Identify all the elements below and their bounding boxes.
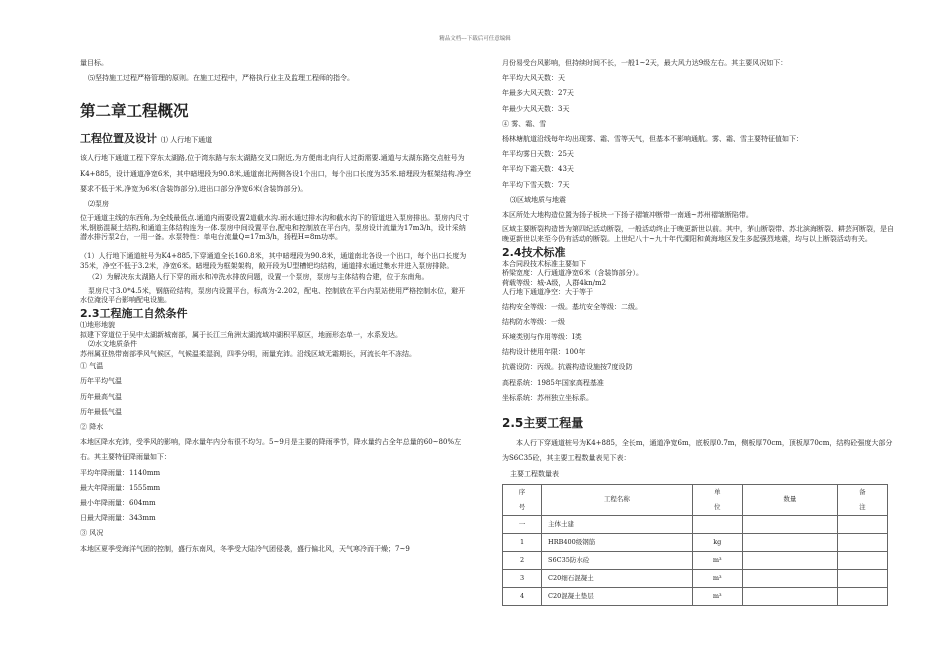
cell-note xyxy=(837,570,887,588)
table-header-row xyxy=(503,484,888,515)
cell-name: S6C35防水砼 xyxy=(542,552,693,570)
cell-qty xyxy=(742,552,837,570)
paragraph: 年平均下霜天数：43天 xyxy=(502,165,574,174)
paragraph: 日最大降雨量：343mm xyxy=(80,514,156,523)
paragraph: 苏州属亚热带南部季风气候区，气候温柔湿润，四季分明，雨量充沛。沿线区域无霜期长，河流长年不冻结。 xyxy=(80,349,416,358)
paragraph: 年最多大风天数：27天 xyxy=(502,89,574,98)
cell-seq: 2 xyxy=(503,552,542,570)
paragraph: 历年最低气温 xyxy=(80,407,122,416)
header-text: 号 xyxy=(518,502,526,511)
left-column xyxy=(80,56,472,557)
header-text: 位 xyxy=(714,502,721,511)
paragraph: 泵房尺寸3.0*4.5米，钢筋砼结构，泵房内设置平台，标高为-2.202，配电、控制放在平台内泵站使用严格控制水位，避开水位淹没平台影响配电设施。 xyxy=(80,286,466,305)
section-title: 2.4技术标准 xyxy=(502,246,566,260)
cell-name: HRB400级钢筋 xyxy=(542,534,693,552)
paragraph: 本地区降水充沛，受季风的影响，降水量年内分布很不均匀。5~9月是主要的降雨季节，降水量约占全年总量的60~80%左右。其主要特征降雨量如下： xyxy=(80,438,462,462)
table-row xyxy=(503,588,888,606)
table-row xyxy=(503,516,888,534)
table-row xyxy=(503,534,888,552)
cell-qty xyxy=(742,570,837,588)
paragraph: 高程系统：1985年国家高程基准 xyxy=(502,378,604,387)
paragraph: ④ 雾、霜、雪 xyxy=(502,119,547,128)
paragraph: 年平均雾日天数：25天 xyxy=(502,150,574,159)
paragraph: 本合同段技术标准主要如下 xyxy=(502,260,586,269)
cell-seq: 4 xyxy=(503,588,542,606)
header-cell-name: 工程名称 xyxy=(542,484,693,515)
header-cell-unit xyxy=(692,484,742,515)
page-header: 精品文档---下载后可任意编辑 xyxy=(439,36,511,42)
cell-name: 主体土建 xyxy=(542,516,693,534)
cell-note xyxy=(837,588,887,606)
paragraph: 荷载等级：城-A级，人群4kn/m2 xyxy=(502,278,607,287)
paragraph: ⑸坚持施工过程严格管理的原则。在施工过程中，严格执行业主及监理工程师的指令。 xyxy=(88,74,354,83)
header-cell-qty: 数量 xyxy=(742,484,837,515)
cell-note xyxy=(837,516,887,534)
paragraph: 最大年降雨量：1555mm xyxy=(80,483,161,492)
header-cell-note xyxy=(837,484,887,515)
paragraph: 平均年降雨量：1140mm xyxy=(80,468,161,477)
paragraph: 环境类别与作用等级：Ⅰ类 xyxy=(502,333,582,342)
cell-unit: kg xyxy=(692,534,742,552)
paragraph: ⑶区域地质与地震 xyxy=(510,195,566,204)
section-title xyxy=(80,132,472,147)
paragraph: ⑵泵房 xyxy=(88,200,109,209)
paragraph: 位于通道主线的东西角,为全线最低点.通道内雨要设置2道截水沟.雨水通过排水沟和截水沟下的管道进入泵房排出。泵房内尺寸米,钢筋混凝土结构,和通道主体结构连为一体.泵房中间设置平台,配电和控制放在平台内，泵房设计流量为17m3/h，设计采纳潜水排污泵2台，一用一备。水泵特性：单电台流量Q=17m3/h，扬程H=8m功率。 xyxy=(80,214,470,242)
paragraph: 抗震设防：丙级。抗震构造设施按7度设防 xyxy=(502,363,633,372)
paragraph: 结构安全等级：一级。基坑安全等级：二级。 xyxy=(502,302,642,311)
cell-unit: m³ xyxy=(692,552,742,570)
paragraph: 本地区夏季受海洋气团的控制，盛行东南风，冬季受大陆冷气团侵袭，盛行偏北风，天气寒冷而干燥；7~9 xyxy=(80,544,410,553)
cell-qty xyxy=(742,516,837,534)
paragraph: 结构防水等级：一级 xyxy=(502,317,565,326)
paragraph: 人行地下通道净空：大于等于 xyxy=(502,288,593,297)
cell-unit xyxy=(692,516,742,534)
cell-qty xyxy=(742,588,837,606)
header-text: 注 xyxy=(859,502,866,511)
paragraph: 年最少大风天数：3天 xyxy=(502,104,570,113)
paragraph: ① 气温 xyxy=(80,362,104,371)
paragraph: 最小年降雨量：604mm xyxy=(80,498,156,507)
cell-note xyxy=(837,534,887,552)
cell-unit: m³ xyxy=(692,570,742,588)
paragraph: 年平均下雪天数：7天 xyxy=(502,180,570,189)
section-title-text: 工程位置及设计 xyxy=(80,132,157,146)
table-row xyxy=(503,570,888,588)
paragraph: 年平均大风天数：天 xyxy=(502,74,565,83)
table-caption: 主要工程数量表 xyxy=(510,469,559,478)
cell-qty xyxy=(742,534,837,552)
paragraph: 本区所处大地构造位置为扬子板块一下扬子褶皱冲断带一南通~苏州褶皱断陷带。 xyxy=(502,211,753,220)
paragraph: ③ 风况 xyxy=(80,529,104,538)
chapter-title: 第二章工程概况 xyxy=(80,102,189,121)
header-cell-seq xyxy=(503,484,542,515)
paragraph: 拟建下穿道位于吴中太湖新城南部，属于长江三角洲太湖流域冲湖积平原区，地面形态单一，水系发达。 xyxy=(80,330,402,339)
table-row xyxy=(503,552,888,570)
header-text: 备 xyxy=(859,487,866,496)
paragraph: 本人行下穿通道桩号为K4+885，全长m，通道净宽6m，底板厚0.7m，侧板厚70cm，顶板厚70cm，结构砼强度大部分为S6C35砼，其主要工程数量表见下表： xyxy=(502,439,893,463)
paragraph: 区域主要断裂构造皆为第四纪活动断裂，一般活动终止于晚更新世以前。其中，茅山断裂带、苏北滨海断裂、耕芸河断裂，是自晚更新世以来至今仍有活动的断裂。上世纪八十~九十年代溧阳和黄海地区发生多起强烈地震，均与以上断裂活动有关。 xyxy=(502,225,894,243)
paragraph: （1）人行地下通道桩号为K4+885,下穿通道全长160.8米，其中暗埋段为90.8米，通道南北各设一个出口，每个出口长度为35米，净空不低于3.2米，净宽6米。暗埋段为框架架构，敞开段为U型槽钯均结构，通道排水通过集水井进入泵房排除。 xyxy=(80,252,467,270)
paragraph: ⑵水文地质条件 xyxy=(88,340,137,349)
section-subtitle: ⑴ 人行地下通道 xyxy=(160,136,213,145)
cell-name: C20混凝土垫层 xyxy=(542,588,693,606)
paragraph: 桥梁宽度：人行通道净宽6米（含装饰部分）。 xyxy=(502,269,643,278)
header-text: 序 xyxy=(518,487,526,496)
paragraph: 历年最高气温 xyxy=(80,392,122,401)
right-column xyxy=(502,56,894,606)
section-title: 2.3工程施工自然条件 xyxy=(80,307,188,321)
paragraph: ② 降水 xyxy=(80,422,104,431)
cell-seq: 1 xyxy=(503,534,542,552)
paragraph: 该人行地下通道工程下穿东太湖路,位于湾东路与东太湖路交叉口附近,为方便南北向行人过街需要.通道与太湖东路交点桩号为K4+885，设计通道净宽6米，其中暗埋段为90.8米,通道南北两侧各设1个出口，每个出口长度为35米.暗埋段为框架结构.净空要求不低于米,净宽为6米(含装饰部分),进出口部分净宽6米(含装饰部分)。 xyxy=(80,154,471,193)
paragraph: （2）为解决东太湖路人行下穿的雨水和冲洗水排放问题，设置一个泵房，泵房与主体结构合建，位于东南角。 xyxy=(88,273,429,282)
cell-unit: m³ xyxy=(692,588,742,606)
paragraph: 量目标。 xyxy=(80,59,108,67)
cell-seq: 一 xyxy=(503,516,542,534)
header-text: 单 xyxy=(714,487,721,496)
paragraph: 历年平均气温 xyxy=(80,377,122,386)
paragraph: 月份易受台风影响，但持续时间不长，一般1~2天，最大风力达9级左右。其主要风况如下： xyxy=(502,59,788,67)
paragraph: 坐标系统：苏州独立坐标系。 xyxy=(502,393,593,402)
quantity-table xyxy=(502,484,888,606)
paragraph: ⑴地形地貌 xyxy=(80,321,115,330)
cell-note xyxy=(837,552,887,570)
paragraph: 杨林塘航道沿线每年均出现雾、霜、雪等天气，但基本不影响通航。雾、霜、雪主要特征值如下： xyxy=(502,135,803,144)
cell-seq: 3 xyxy=(503,570,542,588)
section-title: 2.5主要工程量 xyxy=(502,416,584,431)
paragraph: 结构设计使用年限：100年 xyxy=(502,348,586,357)
cell-name: C20细石混凝土 xyxy=(542,570,693,588)
